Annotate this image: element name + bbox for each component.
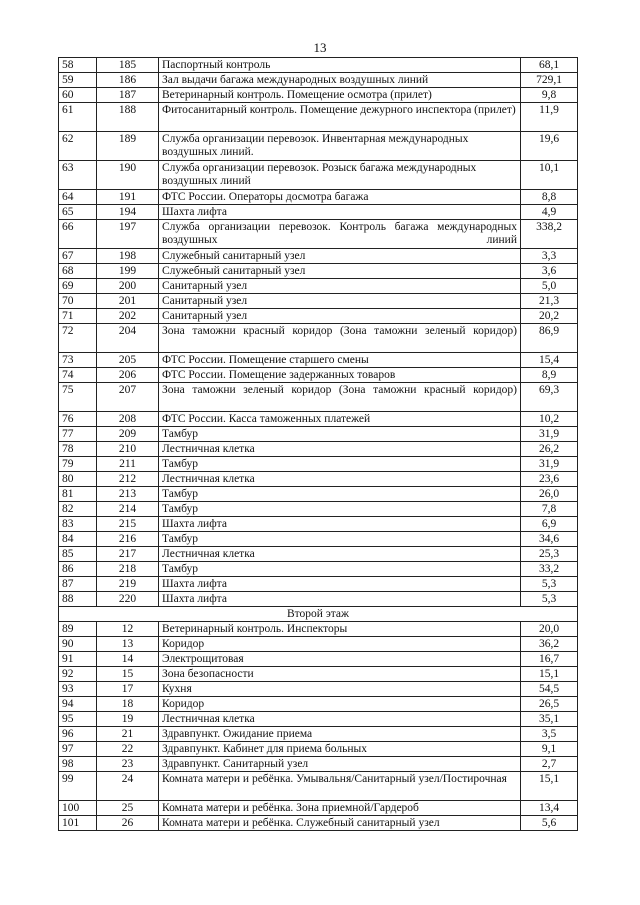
room-name-cell: Электрощитовая [159,652,521,667]
room-area-cell: 26,2 [521,442,578,457]
room-name-cell: Санитарный узел [159,294,521,309]
row-number-cell: 96 [59,727,97,742]
row-number-cell: 60 [59,88,97,103]
room-name-cell: Шахта лифта [159,517,521,532]
table-row [59,772,578,801]
room-name-cell: Зона таможни зеленый коридор (Зона таможни красный коридор) [159,383,521,412]
room-name-cell: ФТС России. Касса таможенных платежей [159,412,521,427]
room-name-cell: Комната матери и ребёнка. Служебный санитарный узел [159,816,521,831]
room-number-cell: 215 [97,517,159,532]
room-number-cell: 205 [97,353,159,368]
table-row [59,220,578,249]
room-name-cell: Фитосанитарный контроль. Помещение дежурного инспектора (прилет) [159,103,521,132]
table-row [59,667,578,682]
room-area-cell: 34,6 [521,532,578,547]
row-number-cell: 62 [59,132,97,161]
table-row [59,517,578,532]
room-area-cell: 3,3 [521,249,578,264]
room-name-cell: Зал выдачи багажа международных воздушных линий [159,73,521,88]
row-number-cell: 84 [59,532,97,547]
room-name-cell: Лестничная клетка [159,442,521,457]
room-number-cell: 190 [97,161,159,190]
row-number-cell: 83 [59,517,97,532]
room-number-cell: 220 [97,592,159,607]
row-number-cell: 90 [59,637,97,652]
room-number-cell: 21 [97,727,159,742]
room-area-cell: 26,0 [521,487,578,502]
table-row [59,205,578,220]
row-number-cell: 58 [59,58,97,73]
room-name-cell: Кухня [159,682,521,697]
room-area-cell: 69,3 [521,383,578,412]
row-number-cell: 82 [59,502,97,517]
row-number-cell: 63 [59,161,97,190]
room-area-cell: 5,3 [521,577,578,592]
row-number-cell: 89 [59,622,97,637]
table-row [59,88,578,103]
table-row [59,727,578,742]
room-name-cell: Здравпункт. Санитарный узел [159,757,521,772]
row-number-cell: 79 [59,457,97,472]
room-number-cell: 212 [97,472,159,487]
page-number: 13 [313,40,327,55]
room-name-cell: Служба организации перевозок. Розыск багажа международных воздушных линий [159,161,521,190]
room-number-cell: 186 [97,73,159,88]
row-number-cell: 95 [59,712,97,727]
room-area-cell: 19,6 [521,132,578,161]
room-name-cell: Здравпункт. Ожидание приема [159,727,521,742]
room-name-cell: Тамбур [159,487,521,502]
table-row [59,324,578,353]
table-row [59,487,578,502]
room-number-cell: 198 [97,249,159,264]
row-number-cell: 98 [59,757,97,772]
room-number-cell: 208 [97,412,159,427]
room-number-cell: 188 [97,103,159,132]
room-number-cell: 202 [97,309,159,324]
room-name-cell: Шахта лифта [159,577,521,592]
room-name-cell: Тамбур [159,562,521,577]
table-row [59,801,578,816]
room-area-cell: 10,2 [521,412,578,427]
row-number-cell: 61 [59,103,97,132]
room-area-cell: 3,5 [521,727,578,742]
table-row [59,427,578,442]
room-area-cell: 15,1 [521,772,578,801]
rooms-table-body [59,58,578,831]
row-number-cell: 101 [59,816,97,831]
row-number-cell: 77 [59,427,97,442]
room-name-cell: Шахта лифта [159,205,521,220]
row-number-cell: 67 [59,249,97,264]
room-name-cell: Служебный санитарный узел [159,249,521,264]
room-number-cell: 185 [97,58,159,73]
room-number-cell: 25 [97,801,159,816]
room-number-cell: 19 [97,712,159,727]
table-row [59,816,578,831]
room-number-cell: 194 [97,205,159,220]
section-title: Второй этаж [59,607,578,622]
table-row [59,547,578,562]
room-area-cell: 9,1 [521,742,578,757]
table-row [59,712,578,727]
row-number-cell: 78 [59,442,97,457]
room-area-cell: 8,9 [521,368,578,383]
room-number-cell: 23 [97,757,159,772]
table-row [59,161,578,190]
table-row [59,279,578,294]
row-number-cell: 85 [59,547,97,562]
table-row [59,502,578,517]
room-name-cell: Паспортный контроль [159,58,521,73]
room-number-cell: 189 [97,132,159,161]
row-number-cell: 75 [59,383,97,412]
section-header-row [59,607,578,622]
room-number-cell: 12 [97,622,159,637]
room-area-cell: 4,9 [521,205,578,220]
row-number-cell: 80 [59,472,97,487]
row-number-cell: 59 [59,73,97,88]
room-name-cell: Служба организации перевозок. Инвентарная международных воздушных линий. [159,132,521,161]
room-name-cell: Лестничная клетка [159,472,521,487]
table-row [59,368,578,383]
room-area-cell: 13,4 [521,801,578,816]
table-row [59,132,578,161]
room-name-cell: Зона таможни красный коридор (Зона таможни зеленый коридор) [159,324,521,353]
table-row [59,457,578,472]
room-number-cell: 187 [97,88,159,103]
table-row [59,309,578,324]
room-number-cell: 200 [97,279,159,294]
room-area-cell: 6,9 [521,517,578,532]
room-area-cell: 25,3 [521,547,578,562]
row-number-cell: 76 [59,412,97,427]
room-name-cell: Коридор [159,697,521,712]
room-name-cell: Санитарный узел [159,279,521,294]
room-area-cell: 20,2 [521,309,578,324]
room-number-cell: 207 [97,383,159,412]
room-number-cell: 197 [97,220,159,249]
room-area-cell: 86,9 [521,324,578,353]
table-row [59,697,578,712]
row-number-cell: 74 [59,368,97,383]
room-area-cell: 10,1 [521,161,578,190]
room-name-cell: Комната матери и ребёнка. Зона приемной/Гардероб [159,801,521,816]
room-area-cell: 35,1 [521,712,578,727]
room-name-cell: Ветеринарный контроль. Инспекторы [159,622,521,637]
room-name-cell: Зона безопасности [159,667,521,682]
room-number-cell: 211 [97,457,159,472]
room-number-cell: 218 [97,562,159,577]
room-number-cell: 14 [97,652,159,667]
table-row [59,652,578,667]
room-number-cell: 213 [97,487,159,502]
table-row [59,622,578,637]
room-name-cell: Комната матери и ребёнка. Умывальня/Санитарный узел/Постирочная [159,772,521,801]
room-number-cell: 217 [97,547,159,562]
table-row [59,294,578,309]
room-name-cell: Шахта лифта [159,592,521,607]
row-number-cell: 73 [59,353,97,368]
room-area-cell: 31,9 [521,457,578,472]
room-area-cell: 68,1 [521,58,578,73]
table-row [59,58,578,73]
table-row [59,103,578,132]
row-number-cell: 69 [59,279,97,294]
room-area-cell: 338,2 [521,220,578,249]
room-number-cell: 209 [97,427,159,442]
table-row [59,577,578,592]
row-number-cell: 92 [59,667,97,682]
row-number-cell: 86 [59,562,97,577]
room-name-cell: Тамбур [159,457,521,472]
room-name-cell: Лестничная клетка [159,712,521,727]
room-name-cell: Тамбур [159,502,521,517]
room-area-cell: 15,4 [521,353,578,368]
room-number-cell: 216 [97,532,159,547]
room-name-cell: ФТС России. Помещение задержанных товаров [159,368,521,383]
table-row [59,73,578,88]
room-area-cell: 26,5 [521,697,578,712]
room-area-cell: 21,3 [521,294,578,309]
room-number-cell: 18 [97,697,159,712]
room-area-cell: 16,7 [521,652,578,667]
row-number-cell: 87 [59,577,97,592]
table-row [59,249,578,264]
row-number-cell: 81 [59,487,97,502]
room-number-cell: 210 [97,442,159,457]
table-row [59,562,578,577]
table-row [59,742,578,757]
table-row [59,637,578,652]
room-number-cell: 199 [97,264,159,279]
room-name-cell: Тамбур [159,532,521,547]
room-name-cell: Санитарный узел [159,309,521,324]
room-area-cell: 5,6 [521,816,578,831]
room-area-cell: 31,9 [521,427,578,442]
table-row [59,472,578,487]
room-area-cell: 20,0 [521,622,578,637]
row-number-cell: 71 [59,309,97,324]
room-area-cell: 9,8 [521,88,578,103]
row-number-cell: 65 [59,205,97,220]
table-row [59,264,578,279]
room-area-cell: 36,2 [521,637,578,652]
room-area-cell: 5,3 [521,592,578,607]
table-row [59,682,578,697]
table-row [59,353,578,368]
row-number-cell: 94 [59,697,97,712]
room-number-cell: 24 [97,772,159,801]
row-number-cell: 64 [59,190,97,205]
table-row [59,412,578,427]
room-area-cell: 8,8 [521,190,578,205]
row-number-cell: 93 [59,682,97,697]
row-number-cell: 66 [59,220,97,249]
table-row [59,190,578,205]
room-number-cell: 206 [97,368,159,383]
room-area-cell: 54,5 [521,682,578,697]
row-number-cell: 72 [59,324,97,353]
room-name-cell: Коридор [159,637,521,652]
row-number-cell: 68 [59,264,97,279]
room-area-cell: 23,6 [521,472,578,487]
room-area-cell: 729,1 [521,73,578,88]
room-number-cell: 204 [97,324,159,353]
row-number-cell: 91 [59,652,97,667]
room-area-cell: 7,8 [521,502,578,517]
row-number-cell: 88 [59,592,97,607]
room-name-cell: Служебный санитарный узел [159,264,521,279]
table-row [59,592,578,607]
room-area-cell: 3,6 [521,264,578,279]
room-number-cell: 214 [97,502,159,517]
row-number-cell: 99 [59,772,97,801]
room-number-cell: 17 [97,682,159,697]
room-name-cell: ФТС России. Помещение старшего смены [159,353,521,368]
room-number-cell: 219 [97,577,159,592]
table-row [59,532,578,547]
room-number-cell: 22 [97,742,159,757]
table-row [59,442,578,457]
room-number-cell: 191 [97,190,159,205]
room-name-cell: Тамбур [159,427,521,442]
room-area-cell: 33,2 [521,562,578,577]
room-number-cell: 13 [97,637,159,652]
room-name-cell: ФТС России. Операторы досмотра багажа [159,190,521,205]
rooms-table [58,57,578,831]
row-number-cell: 97 [59,742,97,757]
room-area-cell: 11,9 [521,103,578,132]
room-area-cell: 15,1 [521,667,578,682]
room-name-cell: Здравпункт. Кабинет для приема больных [159,742,521,757]
room-area-cell: 2,7 [521,757,578,772]
room-number-cell: 26 [97,816,159,831]
table-row [59,757,578,772]
room-area-cell: 5,0 [521,279,578,294]
table-row [59,383,578,412]
row-number-cell: 70 [59,294,97,309]
room-number-cell: 15 [97,667,159,682]
room-name-cell: Служба организации перевозок. Контроль багажа международных воздушных линий [159,220,521,249]
room-name-cell: Лестничная клетка [159,547,521,562]
room-number-cell: 201 [97,294,159,309]
room-name-cell: Ветеринарный контроль. Помещение осмотра (прилет) [159,88,521,103]
row-number-cell: 100 [59,801,97,816]
